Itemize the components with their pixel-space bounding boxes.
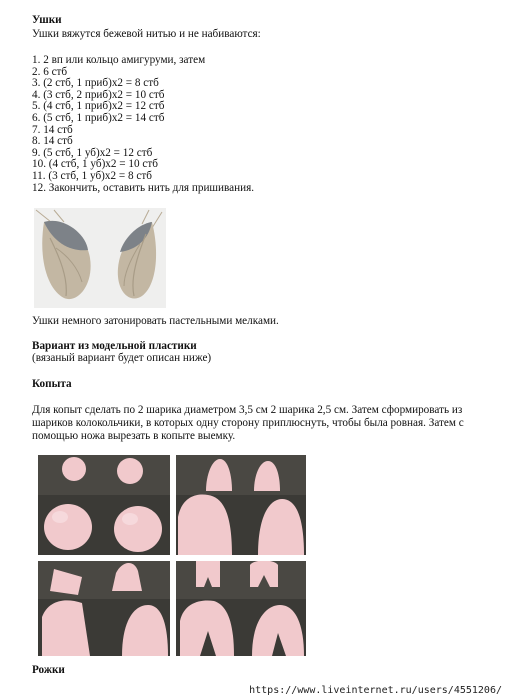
ears-step: 4. (3 стб, 2 приб)х2 = 10 стб (32, 88, 165, 101)
ears-heading: Ушки (32, 14, 62, 26)
ears-step: 3. (2 стб, 1 приб)х2 = 8 стб (32, 77, 159, 90)
hooves-photo-balls (38, 455, 170, 555)
hooves-photo-cones (38, 561, 170, 656)
ears-step: 1. 2 вп или кольцо амигуруми, затем (32, 54, 206, 66)
hooves-text-line-3: помощью ножа вырезать в копыте выемку. (32, 430, 236, 442)
hooves-text-line-1: Для копыт сделать по 2 шарика диаметром 3,5 см 2 шарика 2,5 см. Затем сформировать из (32, 404, 463, 416)
hooves-photo-cut (176, 561, 306, 656)
hooves-text-line-2: шариков колокольчики, в которых одну сторону приплюснуть, чтобы была ровная. Затем с (32, 417, 464, 429)
ears-step: 10. (4 стб, 1 уб)х2 = 10 стб (32, 158, 158, 171)
clay-option-note: (вязаный вариант будет описан ниже) (32, 352, 212, 364)
ears-photo (34, 208, 166, 308)
source-url: https://www.liveinternet.ru/users/4551206/ (249, 685, 502, 696)
hooves-heading: Копыта (32, 378, 72, 390)
ears-step: 7. 14 стб (32, 123, 73, 136)
ears-step: 12. Закончить, оставить нить для пришивания. (32, 181, 255, 194)
ears-step: 2. 6 стб (32, 65, 68, 78)
horns-heading: Рожки (32, 664, 65, 676)
ears-step: 8. 14 стб (32, 135, 73, 148)
ears-intro: Ушки вяжутся бежевой нитью и не набиваются: (32, 28, 261, 40)
hooves-photo-bells (176, 455, 306, 555)
ears-tone-note: Ушки немного затонировать пастельными мелками. (32, 315, 279, 327)
ears-step: 9. (5 стб, 1 уб)х2 = 12 стб (32, 146, 153, 159)
ears-step: 6. (5 стб, 1 приб)х2 = 14 стб (32, 111, 165, 124)
ears-step: 11. (3 стб, 1 уб)х2 = 8 стб (32, 169, 152, 182)
ears-steps-list (32, 55, 254, 194)
clay-option-heading: Вариант из модельной пластики (32, 340, 197, 352)
ears-step: 5. (4 стб, 1 приб)х2 = 12 стб (32, 100, 165, 113)
